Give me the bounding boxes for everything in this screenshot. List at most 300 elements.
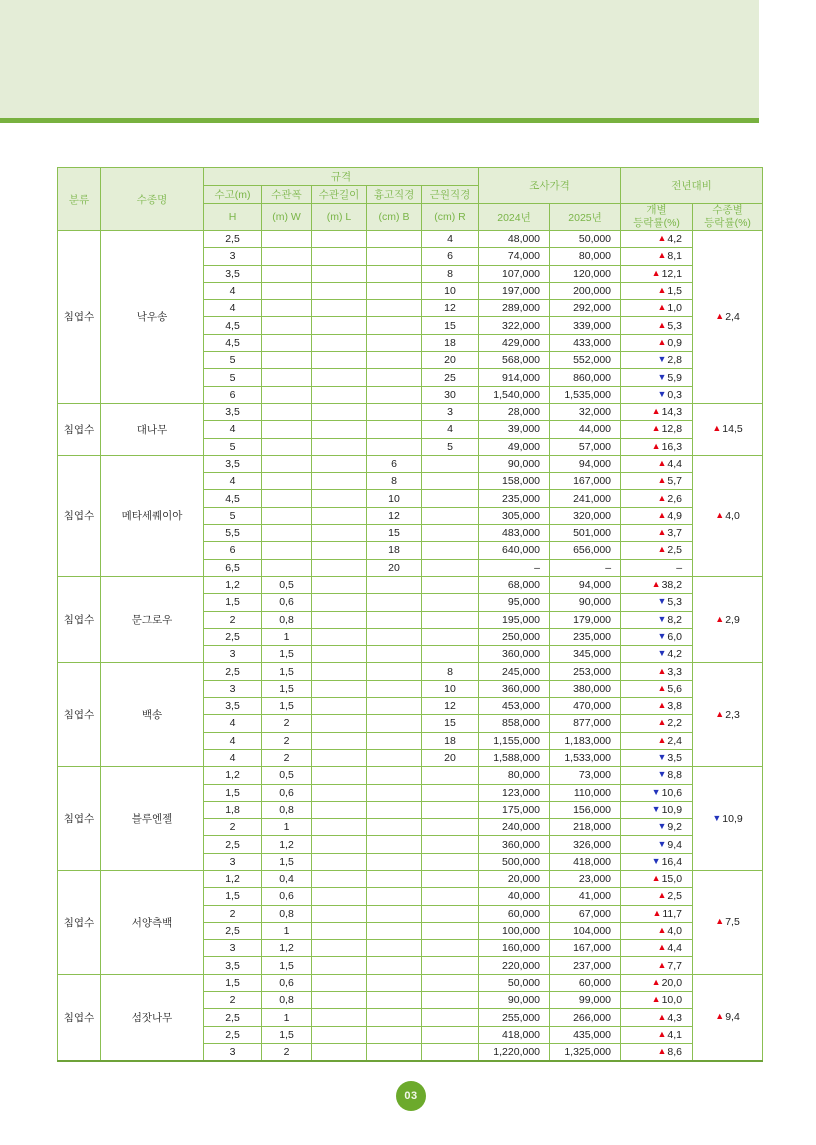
crown-width-cell: 1,5 — [262, 646, 312, 663]
price-2025-cell: 320,000 — [550, 507, 621, 524]
crown-length-cell — [312, 542, 367, 559]
height-cell: 1,2 — [204, 576, 262, 593]
item-rate-cell — [621, 836, 693, 853]
rate-value: 8,8 — [667, 769, 683, 782]
price-2024-cell: 250,000 — [479, 628, 550, 645]
up-triangle-icon: ▲ — [657, 959, 667, 970]
price-2024-cell: 160,000 — [479, 940, 550, 957]
classification-cell: 침엽수 — [58, 231, 101, 404]
item-rate-cell — [621, 732, 693, 749]
dbh-cell — [367, 386, 422, 403]
crown-width-cell: 1,2 — [262, 940, 312, 957]
item-rate-cell — [621, 248, 693, 265]
root-collar-cell: 8 — [422, 663, 479, 680]
dbh-cell — [367, 231, 422, 248]
price-2025-cell: 90,000 — [550, 594, 621, 611]
rate-value: 4,4 — [667, 942, 683, 955]
top-decorative-band — [0, 0, 759, 118]
height-cell: 1,5 — [204, 784, 262, 801]
up-triangle-icon: ▲ — [657, 250, 667, 261]
height-cell: 2 — [204, 992, 262, 1009]
root-collar-cell — [422, 576, 479, 593]
species-rate-cell — [693, 663, 763, 767]
dbh-cell — [367, 334, 422, 351]
up-triangle-icon: ▲ — [651, 976, 661, 987]
crown-width-cell: 1,5 — [262, 853, 312, 870]
crown-length-cell — [312, 732, 367, 749]
species-rate-cell — [693, 767, 763, 871]
dbh-cell — [367, 957, 422, 974]
crown-width-cell — [262, 231, 312, 248]
crown-length-cell — [312, 455, 367, 472]
dbh-cell: 8 — [367, 473, 422, 490]
rate-value: 8,6 — [667, 1045, 683, 1058]
up-triangle-icon: ▲ — [657, 682, 667, 693]
root-collar-cell — [422, 853, 479, 870]
height-cell: 4 — [204, 749, 262, 766]
table-body — [58, 231, 763, 1061]
rate-value: 2,5 — [667, 544, 683, 557]
price-2025-cell: 120,000 — [550, 265, 621, 282]
dbh-cell — [367, 870, 422, 887]
dbh-cell — [367, 836, 422, 853]
root-collar-cell — [422, 992, 479, 1009]
item-rate-cell — [621, 801, 693, 818]
rate-value: 1,0 — [667, 302, 683, 315]
classification-cell: 침엽수 — [58, 403, 101, 455]
up-triangle-icon: ▲ — [657, 458, 667, 468]
crown-length-cell — [312, 836, 367, 853]
root-collar-cell: 30 — [422, 386, 479, 403]
height-cell: 3,5 — [204, 403, 262, 420]
root-collar-cell: 3 — [422, 403, 479, 420]
root-collar-cell — [422, 767, 479, 784]
rate-value: 9,4 — [725, 1011, 740, 1024]
up-triangle-icon: ▲ — [657, 665, 667, 676]
crown-length-cell — [312, 940, 367, 957]
up-triangle-icon: ▲ — [651, 873, 661, 884]
root-collar-cell — [422, 801, 479, 818]
page-number-badge — [396, 1081, 426, 1111]
height-cell: 1,5 — [204, 974, 262, 991]
crown-width-cell — [262, 369, 312, 386]
tree-price-table-container — [57, 167, 762, 1062]
price-2025-cell: 110,000 — [550, 784, 621, 801]
rate-value: 9,2 — [667, 821, 683, 834]
item-rate-cell — [621, 559, 693, 576]
root-collar-cell — [422, 905, 479, 922]
species-rate-cell — [693, 870, 763, 974]
dbh-cell — [367, 646, 422, 663]
height-cell: 4 — [204, 300, 262, 317]
price-2024-cell: 289,000 — [479, 300, 550, 317]
crown-width-cell: 1,5 — [262, 698, 312, 715]
dbh-cell — [367, 611, 422, 628]
price-2024-cell: 418,000 — [479, 1026, 550, 1043]
crown-length-cell — [312, 749, 367, 766]
dbh-cell — [367, 438, 422, 455]
height-cell: 1,2 — [204, 767, 262, 784]
dbh-cell — [367, 749, 422, 766]
rate-value: 16,3 — [661, 440, 683, 453]
up-triangle-icon: ▲ — [657, 285, 667, 296]
item-rate-cell — [621, 525, 693, 542]
rate-value: 7,5 — [725, 916, 740, 929]
crown-width-cell: 0,8 — [262, 611, 312, 628]
up-triangle-icon: ▲ — [715, 916, 725, 927]
dbh-cell — [367, 265, 422, 282]
down-triangle-icon: ▼ — [657, 371, 667, 382]
root-collar-cell: 8 — [422, 265, 479, 282]
root-collar-cell — [422, 922, 479, 939]
classification-cell: 침엽수 — [58, 663, 101, 767]
item-rate-cell — [621, 888, 693, 905]
down-triangle-icon: ▼ — [651, 855, 661, 866]
price-2025-cell: 345,000 — [550, 646, 621, 663]
table-row — [58, 576, 763, 593]
price-2025-cell: 1,535,000 — [550, 386, 621, 403]
root-collar-cell: 5 — [422, 438, 479, 455]
price-2025-cell: 57,000 — [550, 438, 621, 455]
rate-value: 5,9 — [667, 371, 683, 384]
rate-value: 2,5 — [667, 890, 683, 903]
header-root-collar-unit: (cm) R — [422, 204, 479, 231]
item-rate-cell — [621, 421, 693, 438]
crown-length-cell — [312, 663, 367, 680]
height-cell: 4,5 — [204, 317, 262, 334]
dbh-cell: 20 — [367, 559, 422, 576]
species-name-cell: 문그로우 — [101, 576, 204, 662]
price-2025-cell: 470,000 — [550, 698, 621, 715]
item-rate-cell — [621, 473, 693, 490]
up-triangle-icon: ▲ — [657, 544, 667, 555]
price-2025-cell: 418,000 — [550, 853, 621, 870]
crown-length-cell — [312, 300, 367, 317]
rate-value: 6,0 — [667, 630, 683, 643]
price-2025-cell: 67,000 — [550, 905, 621, 922]
price-2024-cell: 74,000 — [479, 248, 550, 265]
dbh-cell — [367, 317, 422, 334]
height-cell: 3,5 — [204, 265, 262, 282]
crown-length-cell — [312, 317, 367, 334]
price-2025-cell: – — [550, 559, 621, 576]
price-2025-cell: 94,000 — [550, 576, 621, 593]
up-triangle-icon: ▲ — [715, 1011, 725, 1022]
top-band-accent-bar — [0, 118, 759, 123]
price-2025-cell: 60,000 — [550, 974, 621, 991]
crown-width-cell — [262, 525, 312, 542]
item-rate-cell — [621, 1009, 693, 1026]
root-collar-cell — [422, 974, 479, 991]
rate-value: 4,9 — [667, 509, 683, 522]
price-2024-cell: 90,000 — [479, 992, 550, 1009]
price-2024-cell: 123,000 — [479, 784, 550, 801]
classification-cell: 침엽수 — [58, 870, 101, 974]
crown-length-cell — [312, 957, 367, 974]
item-rate-cell — [621, 455, 693, 472]
price-2025-cell: 241,000 — [550, 490, 621, 507]
root-collar-cell — [422, 490, 479, 507]
crown-width-cell: 1,5 — [262, 680, 312, 697]
species-name-cell: 서양측백 — [101, 870, 204, 974]
dbh-cell — [367, 594, 422, 611]
height-cell: 3 — [204, 646, 262, 663]
price-2024-cell: 60,000 — [479, 905, 550, 922]
rate-value: 4,1 — [667, 1028, 683, 1041]
price-2024-cell: 1,155,000 — [479, 732, 550, 749]
price-2024-cell: 49,000 — [479, 438, 550, 455]
up-triangle-icon: ▲ — [657, 319, 667, 330]
dbh-cell — [367, 819, 422, 836]
price-2024-cell: – — [479, 559, 550, 576]
crown-length-cell — [312, 438, 367, 455]
price-2025-cell: 99,000 — [550, 992, 621, 1009]
rate-value: 2,6 — [667, 492, 683, 505]
rate-value: – — [676, 561, 683, 574]
item-rate-cell — [621, 265, 693, 282]
up-triangle-icon: ▲ — [657, 717, 667, 728]
species-name-cell: 대나무 — [101, 403, 204, 455]
item-rate-cell — [621, 698, 693, 715]
species-name-cell: 블루엔젤 — [101, 767, 204, 871]
root-collar-cell — [422, 542, 479, 559]
crown-length-cell — [312, 1026, 367, 1043]
crown-length-cell — [312, 282, 367, 299]
crown-length-cell — [312, 784, 367, 801]
crown-length-cell — [312, 974, 367, 991]
item-rate-cell — [621, 1043, 693, 1060]
dbh-cell — [367, 680, 422, 697]
crown-length-cell — [312, 922, 367, 939]
dbh-cell — [367, 698, 422, 715]
price-2025-cell: 50,000 — [550, 231, 621, 248]
crown-width-cell — [262, 490, 312, 507]
price-2025-cell: 104,000 — [550, 922, 621, 939]
price-2024-cell: 1,588,000 — [479, 749, 550, 766]
crown-width-cell — [262, 334, 312, 351]
dbh-cell: 12 — [367, 507, 422, 524]
price-2025-cell: 94,000 — [550, 455, 621, 472]
root-collar-cell — [422, 1026, 479, 1043]
root-collar-cell — [422, 836, 479, 853]
up-triangle-icon: ▲ — [715, 310, 725, 321]
price-2025-cell: 41,000 — [550, 888, 621, 905]
crown-width-cell: 1 — [262, 1009, 312, 1026]
price-2025-cell: 23,000 — [550, 870, 621, 887]
rate-value: 11,7 — [662, 907, 683, 920]
crown-length-cell — [312, 386, 367, 403]
price-2024-cell: 90,000 — [479, 455, 550, 472]
down-triangle-icon: ▼ — [657, 630, 667, 641]
price-2025-cell: 44,000 — [550, 421, 621, 438]
item-rate-cell — [621, 628, 693, 645]
price-2024-cell: 158,000 — [479, 473, 550, 490]
height-cell: 5,5 — [204, 525, 262, 542]
height-cell: 2,5 — [204, 1026, 262, 1043]
price-2024-cell: 483,000 — [479, 525, 550, 542]
item-rate-cell — [621, 611, 693, 628]
item-rate-cell — [621, 403, 693, 420]
crown-width-cell — [262, 317, 312, 334]
root-collar-cell — [422, 957, 479, 974]
height-cell: 4 — [204, 715, 262, 732]
root-collar-cell — [422, 628, 479, 645]
rate-value: 4,0 — [725, 509, 740, 522]
rate-value: 3,7 — [667, 527, 683, 540]
header-root-collar: 근원직경 — [422, 186, 479, 204]
rate-value: 4,2 — [667, 648, 683, 661]
up-triangle-icon: ▲ — [657, 1028, 667, 1039]
crown-length-cell — [312, 905, 367, 922]
rate-value: 4,2 — [667, 233, 683, 246]
item-rate-cell — [621, 282, 693, 299]
price-2025-cell: 266,000 — [550, 1009, 621, 1026]
rate-value: 5,6 — [667, 682, 683, 695]
dbh-cell: 10 — [367, 490, 422, 507]
item-rate-cell — [621, 576, 693, 593]
up-triangle-icon: ▲ — [657, 890, 667, 901]
dbh-cell — [367, 403, 422, 420]
crown-width-cell: 2 — [262, 715, 312, 732]
price-2024-cell: 68,000 — [479, 576, 550, 593]
down-triangle-icon: ▼ — [657, 388, 667, 399]
item-rate-cell — [621, 1026, 693, 1043]
species-rate-cell — [693, 576, 763, 662]
root-collar-cell — [422, 646, 479, 663]
item-rate-cell — [621, 300, 693, 317]
classification-cell: 침엽수 — [58, 576, 101, 662]
crown-width-cell: 1,2 — [262, 836, 312, 853]
crown-width-cell — [262, 507, 312, 524]
price-2025-cell: 1,183,000 — [550, 732, 621, 749]
price-2024-cell: 1,540,000 — [479, 386, 550, 403]
rate-value: 5,3 — [667, 596, 683, 609]
price-2025-cell: 156,000 — [550, 801, 621, 818]
header-crown-length: 수관길이 — [312, 186, 367, 204]
dbh-cell — [367, 784, 422, 801]
crown-length-cell — [312, 628, 367, 645]
crown-length-cell — [312, 870, 367, 887]
down-triangle-icon: ▼ — [657, 752, 667, 763]
crown-length-cell — [312, 525, 367, 542]
price-2024-cell: 500,000 — [479, 853, 550, 870]
price-2025-cell: 237,000 — [550, 957, 621, 974]
root-collar-cell — [422, 455, 479, 472]
item-rate-cell — [621, 231, 693, 248]
height-cell: 4 — [204, 473, 262, 490]
root-collar-cell — [422, 784, 479, 801]
price-2025-cell: 32,000 — [550, 403, 621, 420]
height-cell: 3,5 — [204, 698, 262, 715]
crown-width-cell: 0,5 — [262, 576, 312, 593]
header-species-rate-line1: 수종별 — [712, 204, 743, 217]
rate-value: 3,8 — [667, 700, 683, 713]
header-classification: 분류 — [58, 168, 101, 231]
species-name-cell: 메타세퀘이아 — [101, 455, 204, 576]
crown-length-cell — [312, 473, 367, 490]
crown-width-cell — [262, 421, 312, 438]
price-2024-cell: 220,000 — [479, 957, 550, 974]
height-cell: 1,2 — [204, 870, 262, 887]
header-spec: 규격 — [204, 168, 479, 186]
down-triangle-icon: ▼ — [657, 354, 667, 365]
item-rate-cell — [621, 957, 693, 974]
item-rate-cell — [621, 438, 693, 455]
height-cell: 5 — [204, 438, 262, 455]
height-cell: 6 — [204, 386, 262, 403]
dbh-cell — [367, 352, 422, 369]
rate-value: 5,3 — [667, 319, 683, 332]
price-2024-cell: 240,000 — [479, 819, 550, 836]
rate-value: 7,7 — [667, 959, 683, 972]
header-dbh: 흉고직경 — [367, 186, 422, 204]
crown-width-cell — [262, 265, 312, 282]
height-cell: 6 — [204, 542, 262, 559]
item-rate-cell — [621, 922, 693, 939]
root-collar-cell — [422, 940, 479, 957]
price-2024-cell: 197,000 — [479, 282, 550, 299]
dbh-cell — [367, 248, 422, 265]
root-collar-cell: 12 — [422, 698, 479, 715]
price-2025-cell: 339,000 — [550, 317, 621, 334]
price-2025-cell: 167,000 — [550, 473, 621, 490]
rate-value: 3,3 — [667, 665, 683, 678]
crown-width-cell — [262, 300, 312, 317]
item-rate-cell — [621, 819, 693, 836]
header-height: 수고(m) — [204, 186, 262, 204]
up-triangle-icon: ▲ — [657, 700, 667, 711]
crown-length-cell — [312, 421, 367, 438]
crown-width-cell: 2 — [262, 1043, 312, 1060]
up-triangle-icon: ▲ — [651, 267, 661, 278]
height-cell: 4 — [204, 421, 262, 438]
root-collar-cell — [422, 1043, 479, 1060]
price-2024-cell: 914,000 — [479, 369, 550, 386]
price-2024-cell: 1,220,000 — [479, 1043, 550, 1060]
dbh-cell — [367, 1009, 422, 1026]
crown-length-cell — [312, 888, 367, 905]
up-triangle-icon: ▲ — [712, 423, 722, 434]
crown-length-cell — [312, 231, 367, 248]
crown-width-cell — [262, 386, 312, 403]
height-cell: 2,5 — [204, 836, 262, 853]
dbh-cell — [367, 282, 422, 299]
item-rate-cell — [621, 490, 693, 507]
up-triangle-icon: ▲ — [657, 475, 667, 486]
dbh-cell: 6 — [367, 455, 422, 472]
header-height-unit: H — [204, 204, 262, 231]
item-rate-cell — [621, 369, 693, 386]
price-2024-cell: 50,000 — [479, 974, 550, 991]
crown-length-cell — [312, 334, 367, 351]
dbh-cell: 18 — [367, 542, 422, 559]
root-collar-cell — [422, 525, 479, 542]
rate-value: 4,4 — [667, 458, 683, 470]
root-collar-cell — [422, 594, 479, 611]
item-rate-cell — [621, 352, 693, 369]
crown-length-cell — [312, 559, 367, 576]
rate-value: 4,3 — [667, 1011, 683, 1024]
item-rate-cell — [621, 317, 693, 334]
crown-length-cell — [312, 801, 367, 818]
height-cell: 2,5 — [204, 628, 262, 645]
header-year-2024: 2024년 — [479, 204, 550, 231]
rate-value: 10,0 — [661, 994, 683, 1007]
price-2025-cell: 435,000 — [550, 1026, 621, 1043]
header-year-2025: 2025년 — [550, 204, 621, 231]
root-collar-cell — [422, 559, 479, 576]
classification-cell: 침엽수 — [58, 974, 101, 1060]
